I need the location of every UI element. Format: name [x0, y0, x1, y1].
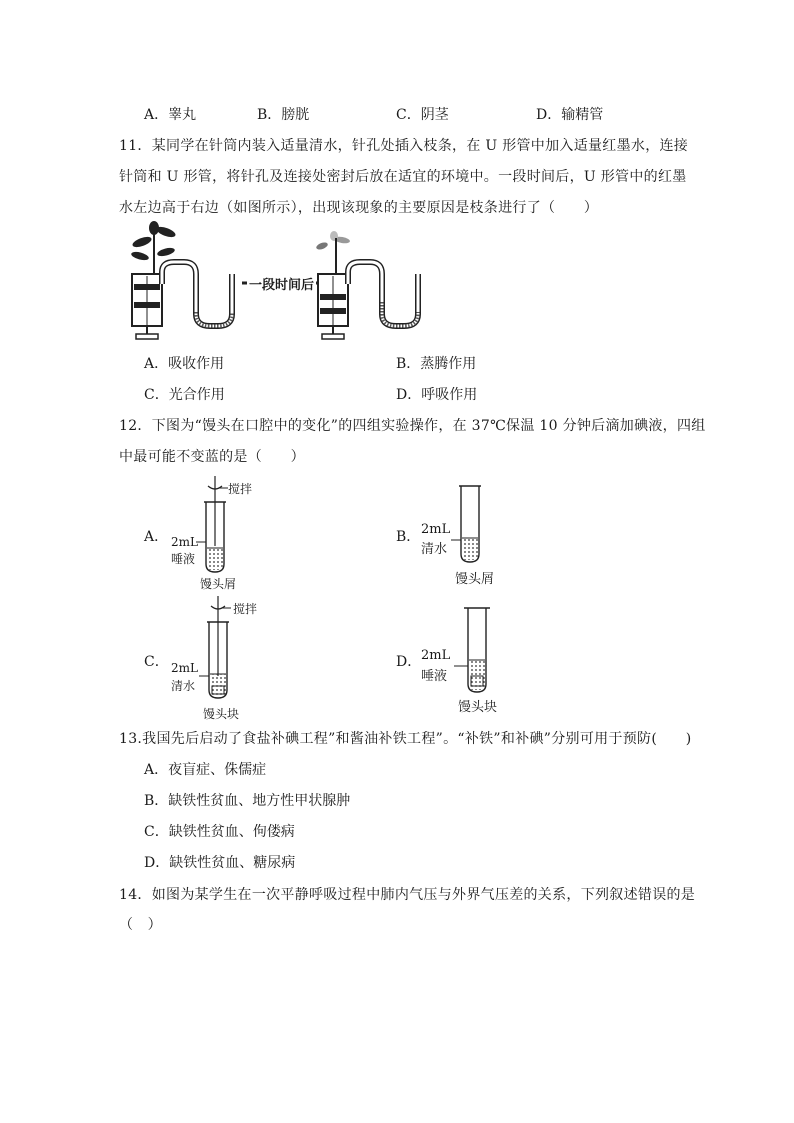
q12-b-bread-label: 馒头屑: [455, 572, 495, 587]
q11-text-line-3: 水左边高于右边（如图所示），出现该现象的主要原因是枝条进行了（ ）: [119, 200, 599, 216]
q10-option-d: D．输精管: [536, 107, 604, 123]
q12-a-bread-label: 馒头屑: [200, 577, 237, 591]
q12-tube-b: [455, 482, 495, 568]
q12-a-stir-label: 搅拌: [228, 482, 253, 496]
q13-option-a: A．夜盲症、侏儒症: [144, 762, 267, 778]
q13-option-d: D．缺铁性贫血、糖尿病: [144, 855, 296, 871]
q12-b-volume-label: 2mL: [421, 522, 451, 537]
q12-text-line-1: 12．下图为“馒头在口腔中的变化”的四组实验操作，在 37℃保温 10 分钟后滴加碘液，四组: [119, 418, 706, 434]
q10-option-b: B．膀胱: [257, 107, 310, 123]
q14-text-line-1: 14．如图为某学生在一次平静呼吸过程中肺内气压与外界气压差的关系，下列叙述错误的是: [119, 887, 696, 903]
q12-d-volume-label: 2mL: [421, 648, 451, 663]
q11-text-line-2: 针筒和 U 形管，将针孔及连接处密封后放在适宜的环境中。一段时间后，U 形管中的红墨: [119, 169, 687, 185]
q11-text-line-1: 11．某同学在针筒内装入适量清水，针孔处插入枝条，在 U 形管中加入适量红墨水，连接: [119, 138, 689, 154]
q12-text-line-2: 中最可能不变蓝的是（ ）: [119, 449, 305, 465]
q11-apparatus-after: [314, 228, 444, 344]
q12-c-liquid-label: 清水: [171, 679, 196, 693]
q14-text-line-2: （ ）: [119, 917, 162, 933]
q12-c-bread-label: 馒头块: [203, 707, 240, 721]
q12-a-liquid-label: 唾液: [171, 552, 196, 566]
q11-arrow-label: 一段时间后: [247, 274, 316, 293]
q12-a-volume-label: 2mL: [171, 535, 198, 549]
q11-option-b: B．蒸腾作用: [396, 356, 477, 372]
q12-tube-d: [462, 604, 502, 696]
q11-apparatus-before: [128, 222, 258, 344]
q12-c-volume-label: 2mL: [171, 661, 198, 675]
q10-option-c: C．阴茎: [396, 107, 449, 123]
q13-text: 13.我国先后启动了食盐补碘工程”和酱油补铁工程”。“补铁”和补碘”分别可用于预防( ): [119, 731, 692, 747]
q12-figure-b-letter: B．: [396, 529, 421, 545]
q12-figure-a-letter: A．: [144, 529, 169, 545]
q12-d-bread-label: 馒头块: [458, 700, 498, 715]
q12-b-liquid-label: 清水: [421, 542, 448, 557]
q12-figure-c-letter: C．: [144, 654, 169, 670]
q11-option-c: C．光合作用: [144, 387, 225, 403]
q12-figure-d-letter: D．: [396, 654, 422, 670]
q13-option-b: B．缺铁性贫血、地方性甲状腺肿: [144, 793, 351, 809]
q11-option-a: A．吸收作用: [144, 356, 225, 372]
q12-d-liquid-label: 唾液: [421, 669, 448, 684]
q10-option-a: A．睾丸: [144, 107, 197, 123]
q13-option-c: C．缺铁性贫血、佝偻病: [144, 824, 295, 840]
q11-option-d: D．呼吸作用: [396, 387, 478, 403]
q12-c-stir-label: 搅拌: [233, 602, 258, 616]
